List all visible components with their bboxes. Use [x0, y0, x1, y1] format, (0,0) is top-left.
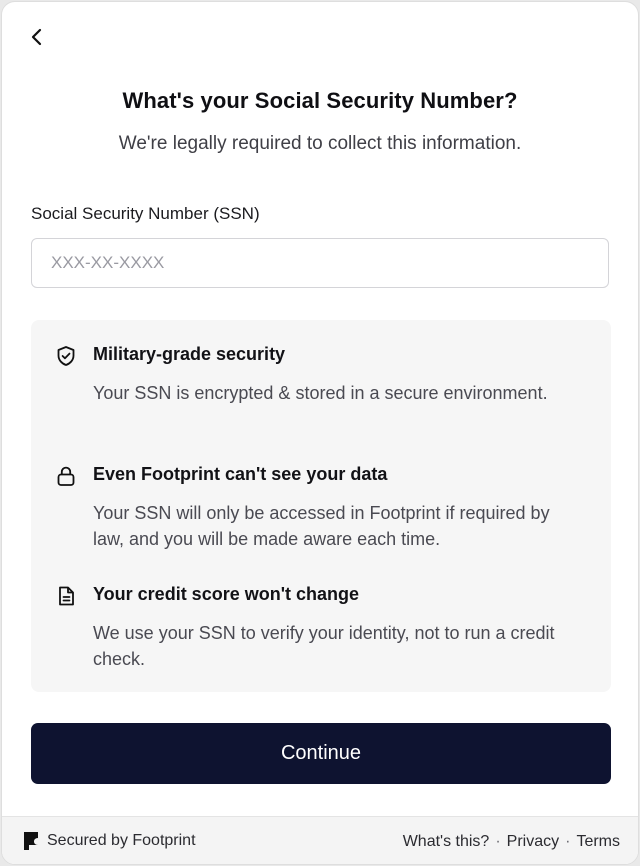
ssn-input[interactable] — [31, 238, 609, 288]
link-separator: · — [565, 833, 571, 850]
security-info-panel — [31, 320, 611, 692]
info-item-title: Your credit score won't change — [93, 584, 360, 604]
footprint-logo-icon — [24, 832, 38, 850]
info-item-title: Military-grade security — [93, 344, 286, 364]
footer-links — [403, 833, 620, 851]
link-separator: · — [495, 833, 501, 850]
info-item-body: Your SSN will only be accessed in Footprint if required by law, and you will be made aware each time. — [93, 503, 550, 549]
info-item-body: Your SSN is encrypted & stored in a secure environment. — [93, 383, 548, 403]
back-button[interactable] — [24, 24, 50, 50]
page-title: What's your Social Security Number? — [122, 88, 518, 113]
ssn-field-label: Social Security Number (SSN) — [31, 204, 260, 223]
privacy-link[interactable]: Privacy — [506, 833, 560, 850]
continue-button[interactable]: Continue — [31, 723, 611, 784]
info-item-title: Even Footprint can't see your data — [93, 464, 388, 484]
lock-icon — [55, 465, 77, 487]
info-item-body: We use your SSN to verify your identity, not to run a credit check. — [93, 623, 555, 669]
ssn-dialog — [1, 1, 639, 865]
footer — [2, 816, 638, 865]
secured-by-text: Secured by Footprint — [47, 832, 196, 849]
document-icon — [55, 585, 77, 607]
terms-link[interactable]: Terms — [576, 833, 620, 850]
footprint-branding — [24, 832, 196, 850]
shield-check-icon — [55, 345, 77, 367]
whats-this-link[interactable]: What's this? — [402, 833, 490, 850]
page-subtitle: We're legally required to collect this information. — [118, 133, 522, 154]
chevron-left-icon — [30, 27, 44, 47]
